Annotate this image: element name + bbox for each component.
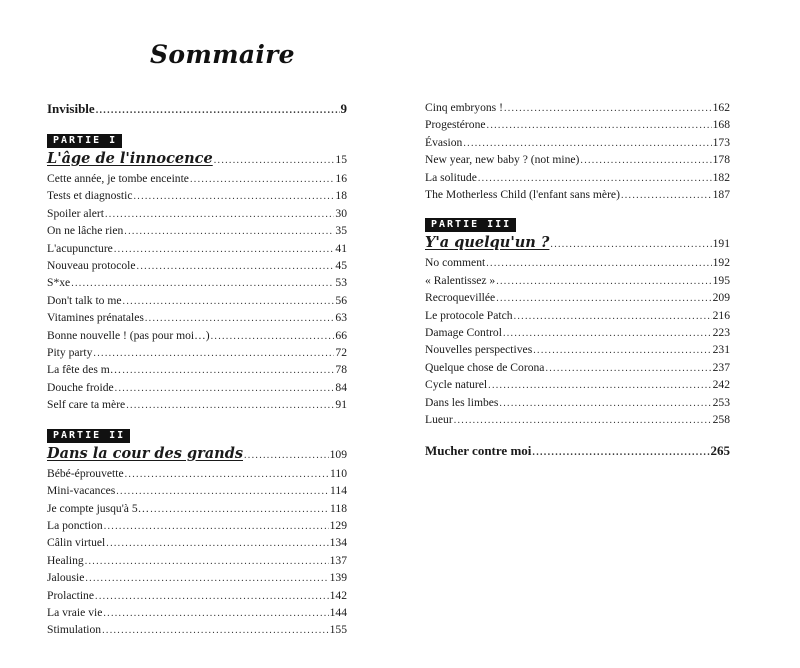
dot-leader	[125, 467, 329, 483]
toc-entry[interactable]	[47, 293, 347, 310]
toc-entry[interactable]	[47, 483, 347, 500]
entry-page: 258	[712, 413, 730, 427]
entry-page: 18	[335, 189, 347, 203]
toc-entry[interactable]	[425, 308, 730, 325]
dot-leader	[145, 311, 335, 327]
toc-entry[interactable]	[425, 117, 730, 134]
entry-label: La ponction	[47, 518, 103, 532]
toc-entry[interactable]	[47, 258, 347, 275]
dot-leader	[124, 224, 334, 240]
part-1-title-entry[interactable]	[47, 149, 347, 171]
entry-label: Douche froide	[47, 380, 114, 394]
entry-page: 178	[712, 153, 730, 167]
dot-leader	[532, 444, 709, 462]
entry-page: 137	[329, 553, 347, 567]
entry-label: Je compte jusqu'à 5…	[47, 501, 150, 515]
toc-entry[interactable]	[47, 397, 347, 414]
toc-closing-entry[interactable]	[425, 442, 730, 462]
entry-page: 35	[335, 224, 347, 238]
entry-label: Cette année, je tombe enceinte	[47, 172, 189, 185]
dot-leader	[496, 291, 711, 307]
entry-label: Vitamines prénatales	[47, 311, 144, 325]
entry-page: 237	[712, 360, 730, 374]
part-title-label: Dans la cour des grands	[47, 444, 243, 462]
toc-entry[interactable]	[47, 188, 347, 205]
entry-page: 209	[712, 291, 730, 305]
entry-label: Quelque chose de Corona	[425, 360, 545, 374]
dot-leader	[106, 536, 328, 552]
page-title: Sommaire	[150, 40, 295, 69]
part-2-badge: PARTIE II	[47, 429, 130, 443]
part-3-badge: PARTIE III	[425, 218, 516, 232]
entry-label: La fête des m…	[47, 363, 122, 377]
entry-label: Damage Control	[425, 326, 502, 340]
entry-page: 142	[329, 588, 347, 602]
entry-label: Le protocole Patch	[425, 308, 513, 322]
dot-leader	[71, 276, 334, 292]
entry-label: Bébé-éprouvette	[47, 466, 124, 480]
entry-label: Mucher contre moi	[425, 442, 532, 458]
dot-leader	[122, 363, 334, 379]
dot-leader	[454, 413, 712, 429]
toc-entry[interactable]	[47, 588, 347, 605]
entry-page: 223	[712, 326, 730, 340]
dot-leader	[115, 381, 335, 397]
entry-page: 265	[710, 442, 730, 458]
part-1-badge: PARTIE I	[47, 134, 122, 148]
dot-leader	[95, 589, 329, 605]
entry-page: 53	[335, 276, 347, 290]
part-3-entries	[425, 255, 730, 429]
dot-leader	[550, 235, 711, 255]
dot-leader	[123, 294, 335, 310]
entry-label: « Ralentissez »	[425, 273, 496, 287]
entry-label: Dans les limbes	[425, 395, 499, 409]
part-2-entries	[47, 466, 347, 640]
toc-entry[interactable]	[47, 605, 347, 622]
entry-page: 216	[712, 308, 730, 322]
entry-page: 41	[335, 241, 347, 255]
entry-label: Don't talk to me	[47, 293, 122, 307]
dot-leader	[150, 502, 329, 518]
entry-label: On ne lâche rien	[47, 224, 124, 238]
toc-entry[interactable]	[47, 171, 347, 188]
toc-entry[interactable]	[425, 100, 730, 117]
entry-label: Recroquevillée	[425, 291, 496, 305]
dot-leader	[116, 484, 329, 500]
part-title-label: Y'a quelqu'un ?	[425, 234, 550, 252]
dot-leader	[621, 188, 712, 204]
entry-page: 253	[712, 395, 730, 409]
entry-label: No comment	[425, 256, 486, 270]
toc-entry[interactable]	[47, 622, 347, 639]
toc-entry[interactable]	[425, 152, 730, 169]
toc-entry[interactable]	[425, 255, 730, 272]
entry-label: Câlin virtuel	[47, 536, 106, 550]
dot-leader	[137, 259, 335, 275]
entry-label: Jalousie	[47, 571, 85, 585]
entry-page: 66	[335, 328, 347, 342]
entry-page: 45	[335, 259, 347, 273]
dot-leader	[486, 256, 711, 272]
toc-entry[interactable]	[47, 241, 347, 258]
entry-page: 30	[335, 206, 347, 220]
toc-entry[interactable]	[47, 275, 347, 292]
part-2-continued-entries	[425, 100, 730, 204]
entry-label: La solitude	[425, 170, 477, 184]
entry-page: 84	[335, 380, 347, 394]
toc-entry[interactable]	[47, 553, 347, 570]
entry-label: Spoiler alert	[47, 206, 104, 220]
entry-page: 109	[329, 447, 347, 461]
entry-label: Healing	[47, 553, 84, 567]
toc-entry[interactable]	[47, 362, 347, 379]
dot-leader	[580, 153, 711, 169]
entry-label: Nouveau protocole	[47, 259, 136, 273]
dot-leader	[104, 519, 329, 535]
toc-opening-entry[interactable]	[47, 100, 347, 120]
toc-entry[interactable]	[425, 412, 730, 429]
entry-label: L'acupuncture	[47, 241, 113, 255]
entry-label: Tests et diagnostic	[47, 189, 133, 203]
dot-leader	[93, 346, 334, 362]
dot-leader	[244, 446, 329, 466]
entry-page: 114	[330, 484, 347, 498]
toc-entry[interactable]	[47, 310, 347, 327]
entry-page: 63	[335, 311, 347, 325]
entry-page: 56	[335, 293, 347, 307]
dot-leader	[105, 207, 334, 223]
entry-label: Bonne nouvelle ! (pas pour moi…)	[47, 328, 210, 342]
entry-page: 78	[335, 363, 347, 377]
dot-leader	[545, 361, 711, 377]
entry-label: New year, new baby ? (not mine)	[425, 153, 580, 167]
toc-entry[interactable]	[47, 345, 347, 362]
entry-page: 16	[335, 172, 347, 185]
toc-entry[interactable]	[47, 535, 347, 552]
dot-leader	[102, 623, 329, 639]
toc-entry[interactable]	[47, 223, 347, 240]
entry-label: Self care ta mère	[47, 398, 126, 412]
dot-leader	[211, 329, 335, 345]
entry-page: 15	[335, 153, 347, 166]
part-2-title-entry[interactable]	[47, 444, 347, 466]
entry-page: 118	[330, 501, 347, 515]
entry-label: The Motherless Child (l'enfant sans mère)	[425, 188, 620, 202]
entry-page: 91	[335, 398, 347, 412]
entry-page: 144	[329, 605, 347, 619]
dot-leader	[96, 102, 340, 120]
entry-page: 187	[712, 188, 730, 202]
entry-page: 9	[340, 101, 347, 116]
dot-leader	[478, 171, 712, 187]
entry-label: Cinq embryons !	[425, 101, 503, 114]
entry-label: Évasion	[425, 135, 463, 149]
toc-entry[interactable]	[47, 466, 347, 483]
dot-leader	[133, 189, 334, 205]
dot-leader	[214, 151, 335, 171]
dot-leader	[85, 571, 328, 587]
entry-label: Progestérone	[425, 118, 486, 132]
part-title-label: L'âge de l'innocence	[47, 150, 213, 167]
dot-leader	[114, 242, 335, 258]
entry-page: 168	[712, 118, 730, 132]
entry-page: 192	[712, 256, 730, 270]
dot-leader	[496, 274, 711, 290]
dot-leader	[487, 118, 712, 134]
entry-label: Invisible	[47, 101, 95, 116]
toc-entry[interactable]	[425, 273, 730, 290]
entry-page: 195	[712, 273, 730, 287]
dot-leader	[503, 326, 712, 342]
toc-entry[interactable]	[425, 360, 730, 377]
dot-leader	[504, 101, 712, 117]
toc-right-column	[425, 100, 730, 462]
toc-entry[interactable]	[47, 328, 347, 345]
entry-page: 162	[712, 101, 730, 114]
entry-page: 182	[712, 170, 730, 184]
entry-page: 129	[329, 518, 347, 532]
entry-label: Prolactine	[47, 588, 95, 602]
entry-page: 155	[329, 623, 347, 637]
entry-label: Nouvelles perspectives	[425, 343, 533, 357]
dot-leader	[126, 398, 334, 414]
entry-page: 242	[712, 378, 730, 392]
entry-label: Lueur	[425, 413, 453, 427]
entry-label: Cycle naturel	[425, 378, 488, 392]
dot-leader	[533, 343, 711, 359]
entry-page: 110	[330, 466, 347, 480]
dot-leader	[85, 554, 329, 570]
toc-entry[interactable]	[47, 501, 347, 518]
toc-entry[interactable]	[47, 380, 347, 397]
dot-leader	[499, 396, 711, 412]
dot-leader	[514, 309, 712, 325]
toc-entry[interactable]	[425, 135, 730, 152]
entry-label: Stimulation	[47, 623, 102, 637]
entry-label: La vraie vie	[47, 605, 103, 619]
toc-entry[interactable]	[425, 342, 730, 359]
dot-leader	[103, 606, 328, 622]
entry-page: 72	[335, 346, 347, 360]
entry-page: 139	[329, 571, 347, 585]
toc-entry[interactable]	[47, 518, 347, 535]
dot-leader	[488, 378, 711, 394]
toc-entry[interactable]	[47, 570, 347, 587]
toc-entry[interactable]	[425, 187, 730, 204]
entry-label: Mini-vacances	[47, 484, 116, 498]
toc-entry[interactable]	[47, 206, 347, 223]
toc-entry[interactable]	[425, 395, 730, 412]
toc-entry[interactable]	[425, 325, 730, 342]
dot-leader	[190, 172, 334, 188]
part-3-title-entry[interactable]	[425, 233, 730, 255]
entry-page: 173	[712, 135, 730, 149]
entry-label: Pity party	[47, 346, 93, 360]
entry-label: S*xe	[47, 276, 71, 290]
toc-entry[interactable]	[425, 377, 730, 394]
toc-left-column	[47, 100, 347, 640]
toc-entry[interactable]	[425, 290, 730, 307]
entry-page: 191	[712, 237, 730, 251]
dot-leader	[463, 136, 711, 152]
part-1-entries	[47, 171, 347, 415]
toc-entry[interactable]	[425, 170, 730, 187]
entry-page: 134	[329, 536, 347, 550]
entry-page: 231	[712, 343, 730, 357]
